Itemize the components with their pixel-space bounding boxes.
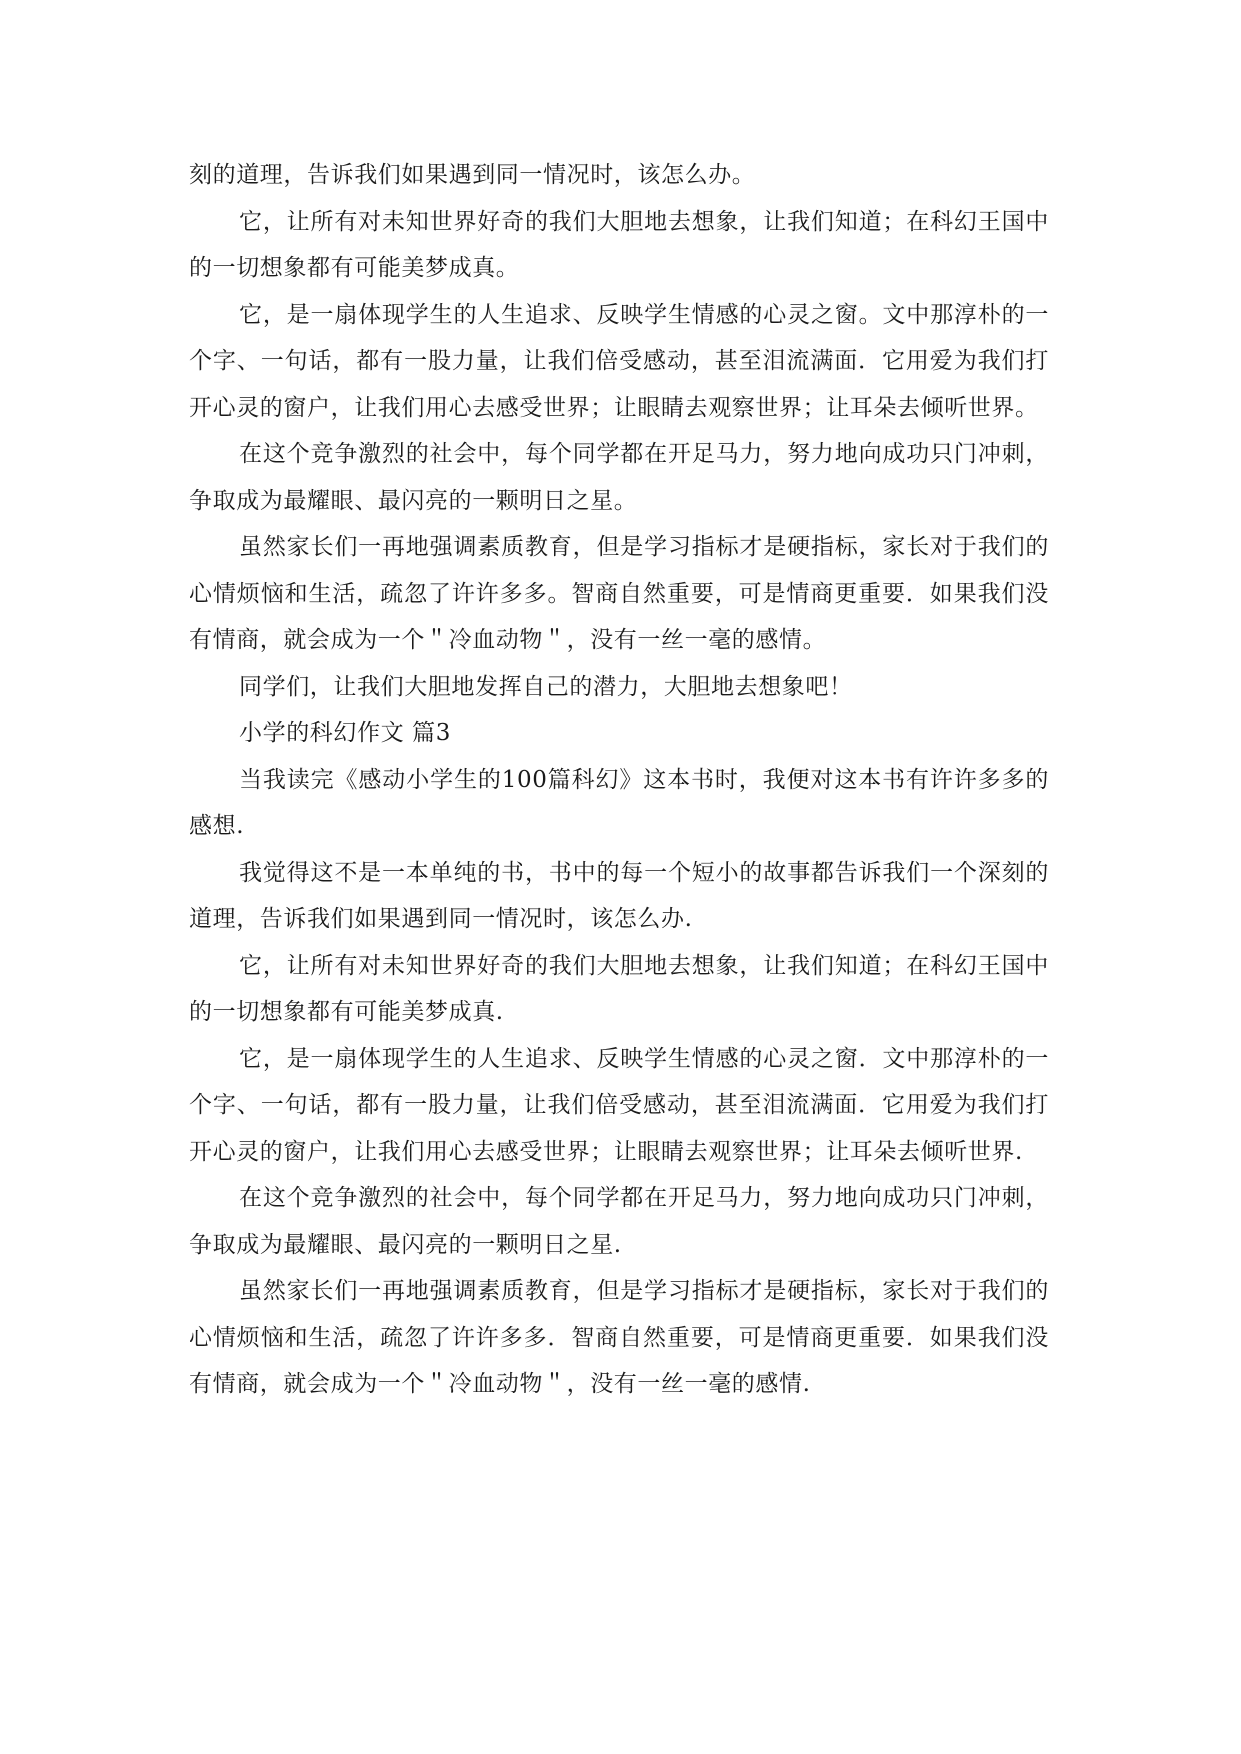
paragraph-12: 在这个竞争激烈的社会中，每个同学都在开足马力，努力地向成功只门冲刺，争取成为最耀眼、最闪亮的一颗明日之星. xyxy=(189,1185,1049,1258)
paragraph-4: 在这个竞争激烈的社会中，每个同学都在开足马力，努力地向成功只门冲刺，争取成为最耀眼、最闪亮的一颗明日之星。 xyxy=(189,441,1049,514)
paragraph-8: 当我读完《感动小学生的100篇科幻》这本书时，我便对这本书有许许多多的感想. xyxy=(189,766,1049,839)
paragraph-13: 虽然家长们一再地强调素质教育，但是学习指标才是硬指标，家长对于我们的心情烦恼和生活，疏忽了许许多多．智商自然重要，可是情商更重要．如果我们没有情商，就会成为一个＂冷血动物＂，没有一丝一毫的感情. xyxy=(189,1278,1049,1397)
section-heading: 小学的科幻作文 篇3 xyxy=(239,720,451,746)
paragraph-3: 它，是一扇体现学生的人生追求、反映学生情感的心灵之窗。文中那淳朴的一个字、一句话，都有一股力量，让我们倍受感动，甚至泪流满面．它用爱为我们打开心灵的窗户，让我们用心去感受世界；让眼睛去观察世界；让耳朵去倾听世界。 xyxy=(189,301,1049,421)
paragraph-2: 它，让所有对未知世界好奇的我们大胆地去想象，让我们知道；在科幻王国中的一切想象都有可能美梦成真。 xyxy=(189,208,1049,281)
paragraph-6: 同学们，让我们大胆地发挥自己的潜力，大胆地去想象吧！ xyxy=(239,673,853,700)
paragraph-11: 它，是一扇体现学生的人生追求、反映学生情感的心灵之窗．文中那淳朴的一个字、一句话，都有一股力量，让我们倍受感动，甚至泪流满面．它用爱为我们打开心灵的窗户，让我们用心去感受世界；让眼睛去观察世界；让耳朵去倾听世界. xyxy=(189,1045,1049,1165)
paragraph-9: 我觉得这不是一本单纯的书，书中的每一个短小的故事都告诉我们一个深刻的道理，告诉我们如果遇到同一情况时，该怎么办. xyxy=(189,859,1049,932)
paragraph-1: 刻的道理，告诉我们如果遇到同一情况时，该怎么办。 xyxy=(189,162,756,188)
document-body xyxy=(189,152,1049,1408)
paragraph-5: 虽然家长们一再地强调素质教育，但是学习指标才是硬指标，家长对于我们的心情烦恼和生活，疏忽了许许多多。智商自然重要，可是情商更重要．如果我们没有情商，就会成为一个＂冷血动物＂，没有一丝一毫的感情。 xyxy=(189,534,1049,653)
paragraph-10: 它，让所有对未知世界好奇的我们大胆地去想象，让我们知道；在科幻王国中的一切想象都有可能美梦成真. xyxy=(189,952,1049,1025)
